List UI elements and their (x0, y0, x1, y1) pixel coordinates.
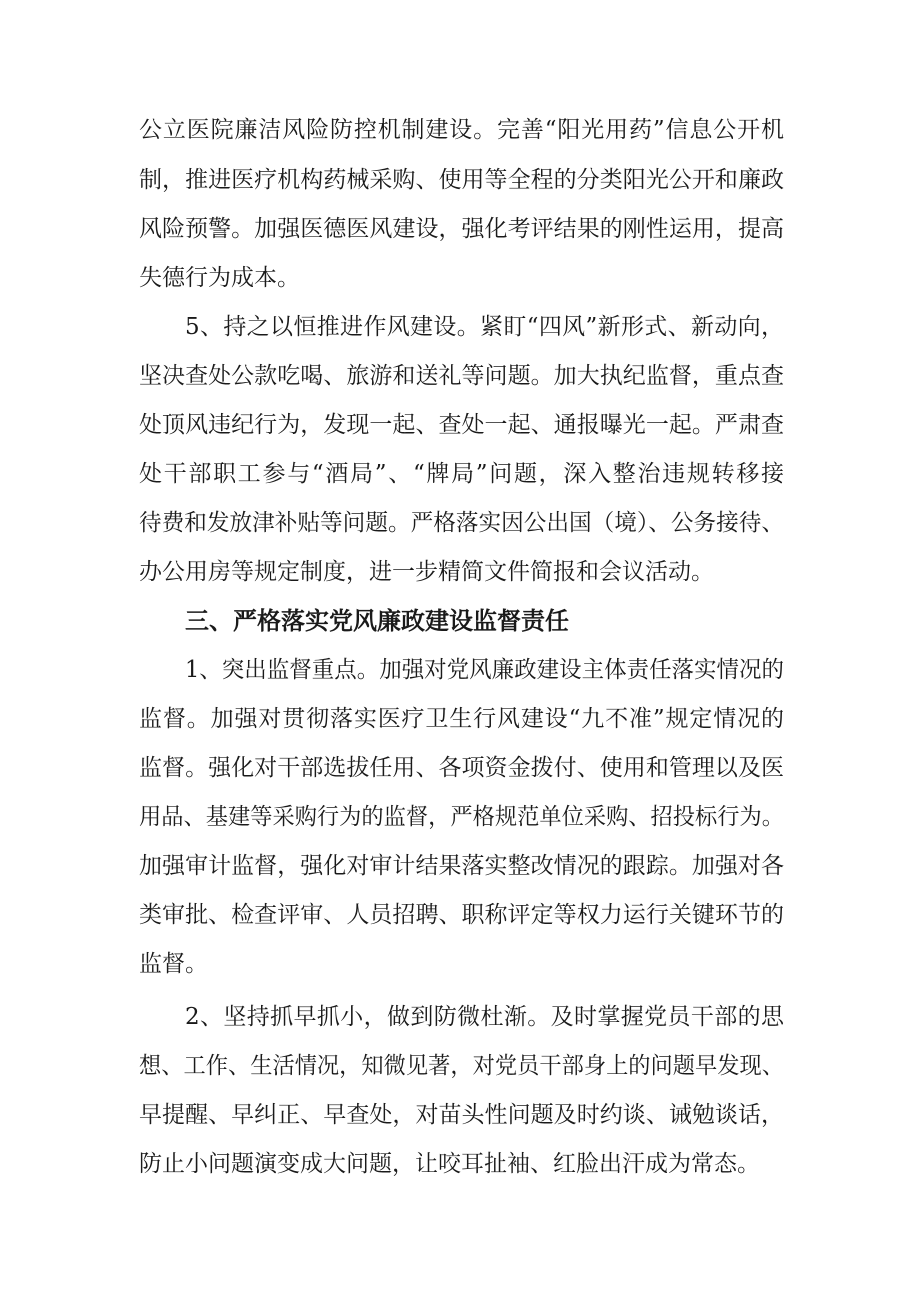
text-line: 失德行为成本。 (139, 265, 300, 291)
text-line: 制，推进医疗机构药械采购、使用等全程的分类阳光公开和廉政 (139, 167, 785, 193)
text-line: 待费和发放津补贴等问题。严格落实因公出国（境）、公务接待、 (139, 510, 784, 536)
text-line: 办公用房等规定制度，进一步精简文件简报和会议活动。 (139, 559, 714, 585)
text-line: 1、突出监督重点。加强对党风廉政建设主体责任落实情况的 (185, 657, 784, 683)
text-line: 监督。加强对贯彻落实医疗卫生行风建设“九不准”规定情况的 (139, 706, 785, 732)
text-line: 5、持之以恒推进作风建设。紧盯“四风”新形式、新动向， (185, 314, 785, 340)
text-line: 想、工作、生活情况，知微见著，对党员干部身上的问题早发现、 (139, 1053, 784, 1079)
text-line: 类审批、检查评审、人员招聘、职称评定等权力运行关键环节的 (139, 902, 785, 928)
text-line: 早提醒、早纠正、早查处，对苗头性问题及时约谈、诫勉谈话， (139, 1102, 785, 1128)
text-line: 加强审计监督，强化对审计结果落实整改情况的跟踪。加强对各 (139, 853, 785, 879)
text-line: 处顶风违纪行为，发现一起、查处一起、通报曝光一起。严肃查 (139, 412, 785, 438)
text-line: 风险预警。加强医德医风建设，强化考评结果的刚性运用，提高 (139, 216, 785, 242)
text-line: 监督。强化对干部选拔任用、各项资金拨付、使用和管理以及医 (139, 755, 785, 781)
text-line: 处干部职工参与“酒局”、“牌局”问题，深入整治违规转移接 (139, 461, 786, 487)
text-line: 防止小问题演变成大问题，让咬耳扯袖、红脸出汗成为常态。 (139, 1151, 760, 1177)
text-line: 用品、基建等采购行为的监督，严格规范单位采购、招投标行为。 (139, 804, 784, 830)
text-line: 公立医院廉洁风险防控机制建设。完善“阳光用药”信息公开机 (139, 117, 785, 143)
text-line: 监督。 (139, 951, 208, 977)
text-line: 坚决查处公款吃喝、旅游和送礼等问题。加大执纪监督，重点查 (139, 363, 785, 389)
text-line: 2、坚持抓早抓小，做到防微杜渐。及时掌握党员干部的思 (185, 1004, 785, 1030)
section-heading: 三、严格落实党风廉政建设监督责任 (185, 607, 569, 635)
